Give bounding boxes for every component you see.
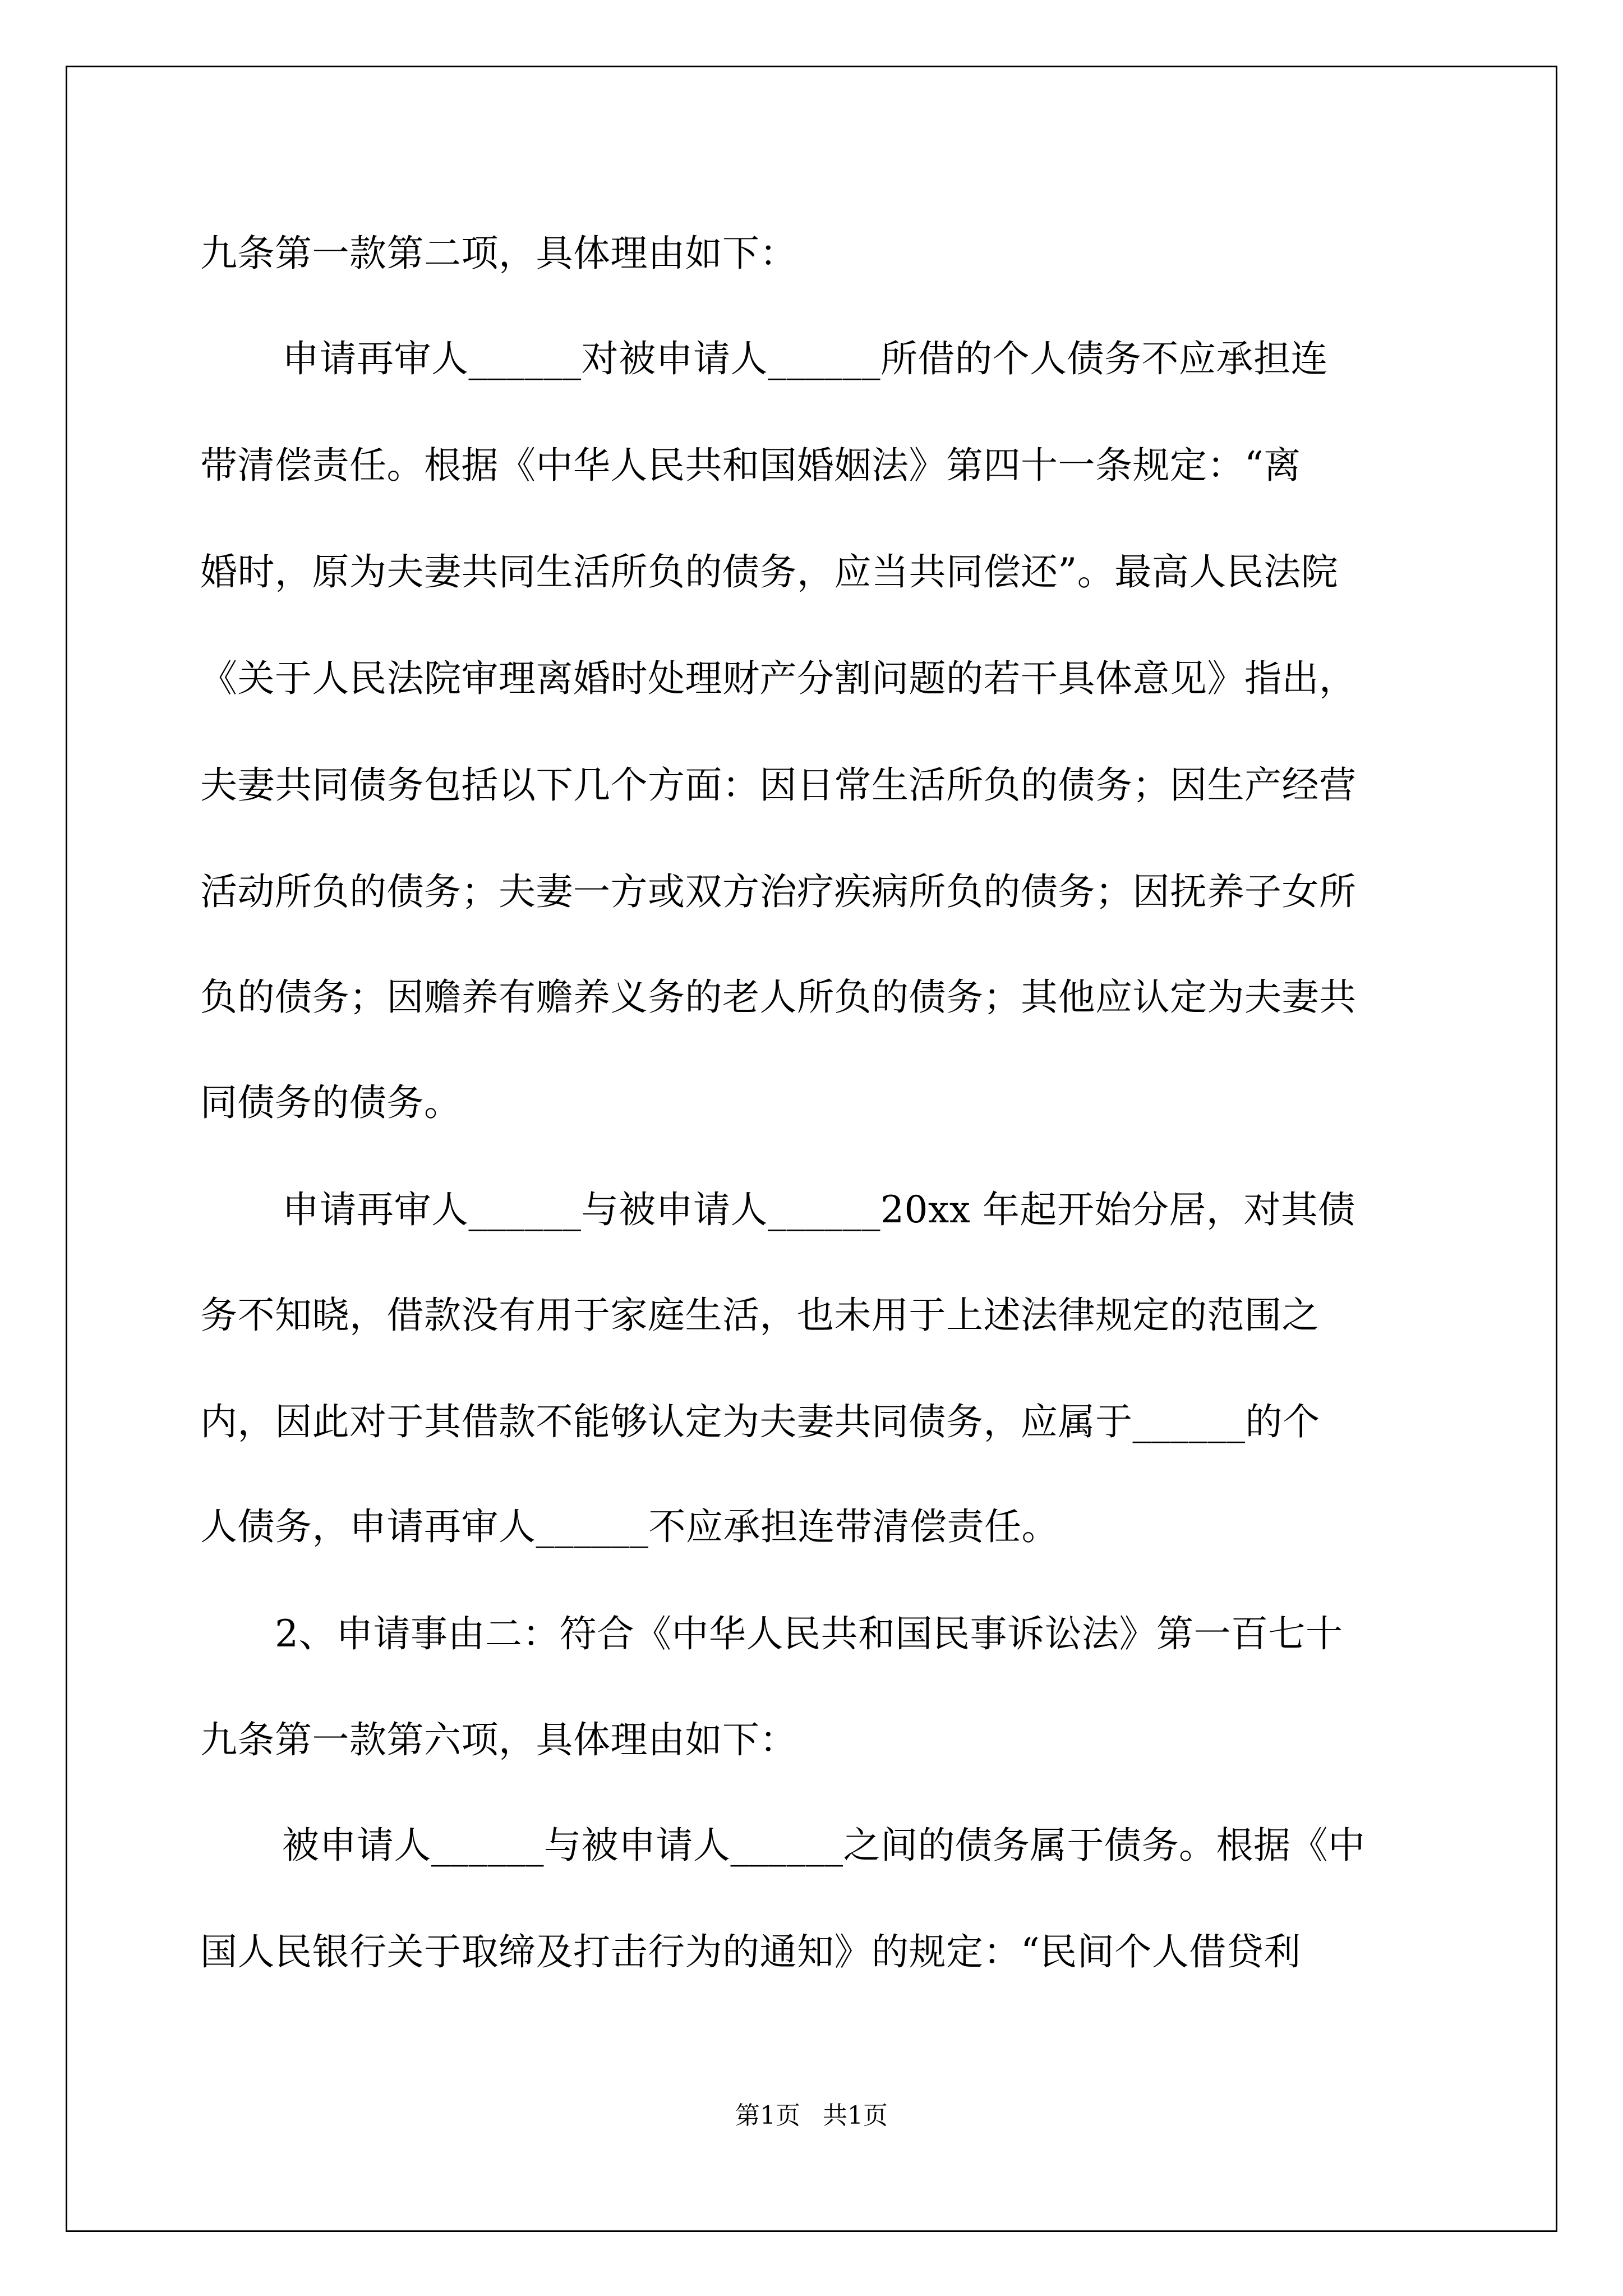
text-line: 九条第一款第六项，具体理由如下： [200,1718,797,1761]
text-line: 《关于人民法院审理离婚时处理财产分割问题的若干具体意见》指出， [200,657,1357,700]
text-line: 夫妻共同债务包括以下几个方面：因日常生活所负的债务；因生产经营 [200,763,1357,807]
text-line: 活动所负的债务；夫妻一方或双方治疗疾病所负的债务；因抚养子女所 [200,870,1357,913]
text-line: 申请再审人______与被申请人______20xx 年起开始分居，对其债 [282,1188,1355,1231]
text-line: 带清偿责任。根据《中华人民共和国婚姻法》第四十一条规定：“离 [200,444,1301,487]
text-line: 同债务的债务。 [200,1081,462,1124]
text-line: 2、申请事由二：符合《中华人民共和国民事诉讼法》第一百七十 [275,1612,1343,1655]
text-line: 申请再审人______对被申请人______所借的个人债务不应承担连 [282,337,1328,380]
text-line: 人债务，申请再审人______不应承担连带清偿责任。 [200,1505,1059,1548]
page-number: 第1页 [735,2101,800,2130]
page-total: 共1页 [823,2101,888,2130]
text-line: 内，因此对于其借款不能够认定为夫妻共同债务，应属于______的个 [200,1400,1320,1443]
page-footer [0,2095,1623,2131]
text-line: 九条第一款第二项，具体理由如下： [200,232,797,275]
text-line: 负的债务；因赡养有赡养义务的老人所负的债务；其他应认定为夫妻共 [200,976,1357,1019]
text-line: 务不知晓，借款没有用于家庭生活，也未用于上述法律规定的范围之 [200,1294,1319,1337]
text-line: 被申请人______与被申请人______之间的债务属于债务。根据《中 [282,1824,1366,1867]
text-line: 国人民银行关于取缔及打击行为的通知》的规定：“民间个人借贷利 [200,1930,1301,1973]
text-line: 婚时，原为夫妻共同生活所负的债务，应当共同偿还”。最高人民法院 [200,550,1339,593]
